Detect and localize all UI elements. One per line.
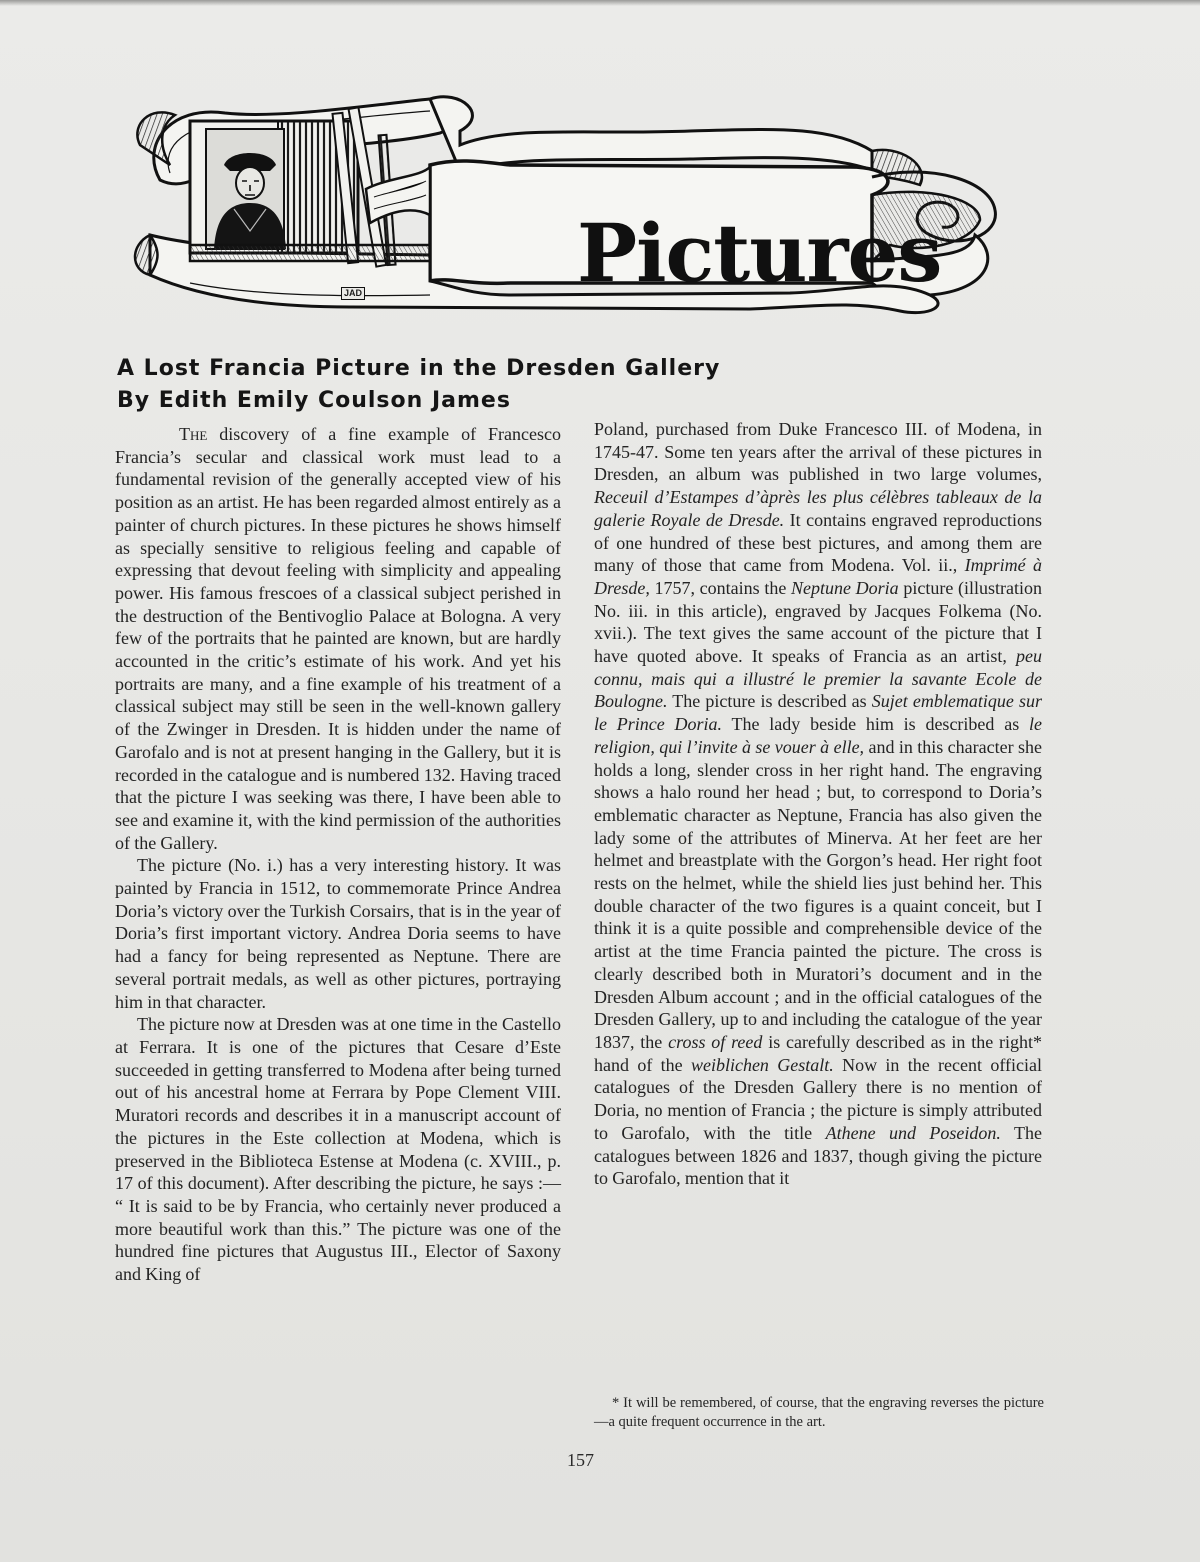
paragraph-intro-text: discovery of a fine example of Francesco Francia’s secular and classical work must lead to a fundamental revision of the generally accepted view of his position as an artist. He has been regarded almost entirely as a painter of church pictures. In these pictures he shows himself as specially sensitive to religious feeling and capable of expressing that devout feeling with simplicity and appealing power. His famous frescoes of a classical subject perished in the destruction of the Bentivoglio Palace at Bologna. A very few of the portraits that he painted are known, but are hardly accounted in the critic’s estimate of his work. And yet his portraits are many, and a fine example of his treatment of a classical subject may still be seen in the well-known gallery of the Zwinger in Dresden. It is hidden under the name of Garofalo and is not at present hanging in the Gallery, but it is recorded in the catalogue and is numbered 132. Having traced that the picture I was seeking was there, I have been able to see and examine it, with the kind permission of the authorities of the Gallery. (115, 424, 561, 853)
text-run: picture (illustration No. iii. in this article), engraved by Jacques Folkema (No. xvii.). The text gives the same account of the picture that I have quoted above. It speaks of Francia as an artist, (594, 577, 1042, 667)
paragraph-continued (594, 418, 1042, 1190)
footnote (594, 1394, 1044, 1432)
text-run: Now in the recent official catalogues of the Dresden Gallery there is no mention of Doria, no mention of Francia ; the picture is simply attributed to Garofalo, with the title (594, 1054, 1042, 1143)
artist-monogram: JAD (341, 287, 365, 300)
page-edge-shadow (0, 0, 1200, 6)
page-number: 157 (567, 1450, 594, 1470)
paragraph-intro (115, 423, 561, 854)
italic-quote: cross of reed (668, 1031, 763, 1052)
italic-quote: weiblichen Gestalt. (690, 1054, 834, 1075)
text-run: and in this character she holds a long, slender cross in her right hand. The engraving shows a halo round her head ; but, to correspond to Doria’s emblematic character as Neptune, Francia has also given the lady some of the attributes of Minerva. At her feet are her helmet and breastplate with the Gorgon’s head. Her right foot rests on the helmet, while the shield lies just behind her. This double character of the two figures is a quaint conceit, but I think it is a quite possible and comprehensible device of the artist at the time Francia painted the picture. The cross is clearly described both in Muratori’s document and in the Dresden Album account ; and in the official catalogues of the Dresden Gallery, up to and including the catalogue of the year 1837, the (594, 736, 1042, 1052)
left-column (115, 423, 561, 1286)
text-run: The lady beside him is described as (722, 714, 1029, 735)
italic-quote: le religion, qui l’invite à se vouer à elle, (594, 714, 1042, 757)
drop-lead-word: The (179, 424, 208, 444)
footnote-text: * It will be remembered, of course, that the engraving reverses the picture—a quite frequent occurrence in the art. (594, 1395, 1044, 1430)
pictures-banner (130, 85, 1010, 325)
article-title: A Lost Francia Picture in the Dresden Gallery (117, 356, 721, 381)
right-column (594, 418, 1042, 1190)
text-run: Poland, purchased from Duke Francesco III. of Modena, in 1745-47. Some ten years after the arrival of these pictures in Dresden, an album was published in two large volumes, (594, 419, 1042, 485)
text-run: is carefully described as in the right* hand of the (594, 1031, 1042, 1075)
paragraph-provenance: The picture now at Dresden was at one time in the Castello at Ferrara. It is one of the pictures that Cesare d’Este succeeded in getting transferred to Modena after being turned out of his ancestral home at Ferrara by Pope Clement VIII. Muratori records and describes it in a manuscript account of the pictures in the Este collection at Modena, which is preserved in the Biblioteca Estense at Modena (c. XVIII., p. 17 of this document). After describing the picture, he says :— “ It is said to be by Francia, who certainly never produced a more beautiful work than this.” The picture was one of the hundred fine pictures that Augustus III., Elector of Saxony and King of (115, 1014, 561, 1285)
paragraph-history: The picture (No. i.) has a very interesting history. It was painted by Francia in 1512, to commemorate Prince Andrea Doria’s victory over the Turkish Corsairs, that is in the year of Doria’s first important victory. Andrea Doria seems to have had a fancy for being represented as Neptune. There are several portrait medals, as well as other pictures, portraying him in that character. (115, 855, 561, 1012)
text-run: The picture is described as (667, 691, 872, 712)
text-run: It contains engraved reproductions of one hundred of these best pictures, and among them are many of those that came from Modena. Vol. ii., (594, 509, 1042, 576)
text-run: The catalogues between 1826 and 1837, though giving the picture to Garofalo, mention that it (594, 1122, 1043, 1189)
italic-quote: Sujet emblematique sur le Prince Doria. (594, 691, 1042, 735)
italic-title: Imprimé à Dresde, (594, 555, 1043, 598)
italic-title: Receuil d’Estampes d’àprès les plus célèbres tableaux de la galerie Royale de Dresde. (594, 487, 1042, 530)
italic-title: Neptune Doria (791, 577, 899, 598)
article-byline: By Edith Emily Coulson James (117, 388, 511, 413)
banner-title: Pictures (577, 206, 942, 300)
text-run: 1757, contains the (649, 577, 791, 598)
italic-quote: peu connu, mais qui a illustré le premier la savante Ecole de Boulogne. (594, 646, 1042, 712)
italic-title: Athene und Poseidon. (825, 1122, 1001, 1143)
